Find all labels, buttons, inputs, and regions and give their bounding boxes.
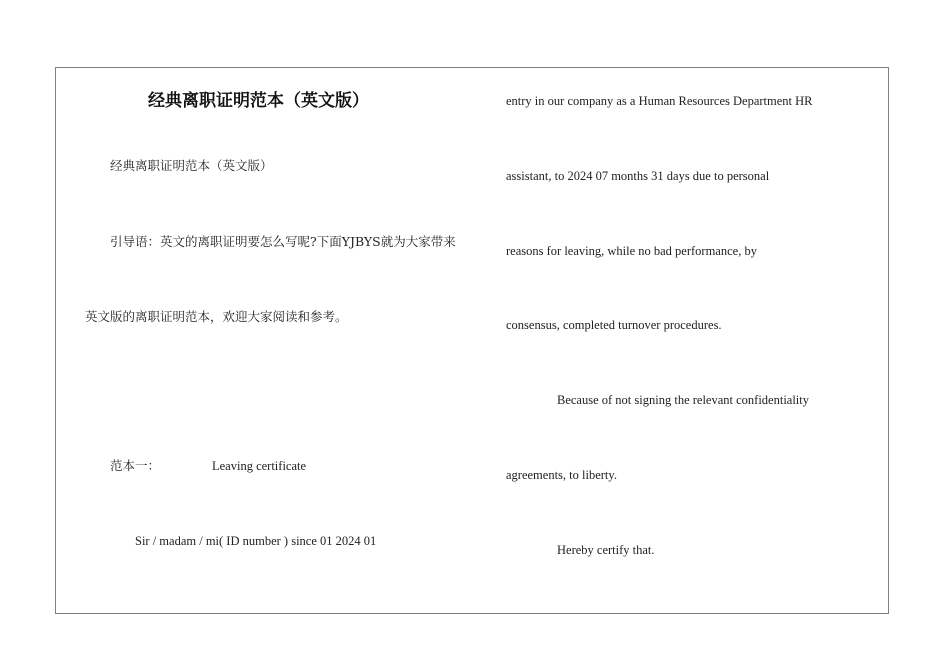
body-line-4: reasons for leaving, while no bad performance, by — [506, 244, 757, 258]
body-line-7: agreements, to liberty. — [506, 468, 617, 482]
body-line-8: Hereby certify that. — [557, 543, 655, 557]
body-line-5: consensus, completed turnover procedures. — [506, 318, 722, 332]
sample-heading: Leaving certificate — [212, 459, 307, 473]
body-line-3: assistant, to 2024 07 months 31 days due to personal — [506, 169, 770, 183]
document-title: 经典离职证明范本（英文版） — [148, 91, 369, 111]
subtitle-line: 经典离职证明范本（英文版） — [110, 158, 273, 173]
page-frame — [55, 67, 889, 614]
intro-line-2: 英文版的离职证明范本，欢迎大家阅读和参考。 — [85, 309, 348, 324]
intro-line-1: 引导语：英文的离职证明要怎么写呢?下面YJBYS就为大家带来 — [110, 234, 456, 249]
body-line-6: Because of not signing the relevant confidentiality — [557, 393, 810, 407]
body-line-2: entry in our company as a Human Resources Department HR — [506, 94, 813, 108]
body-line-1: Sir / madam / mi( ID number ) since 01 2024 01 — [135, 534, 377, 548]
sample-label: 范本一： — [110, 458, 161, 473]
